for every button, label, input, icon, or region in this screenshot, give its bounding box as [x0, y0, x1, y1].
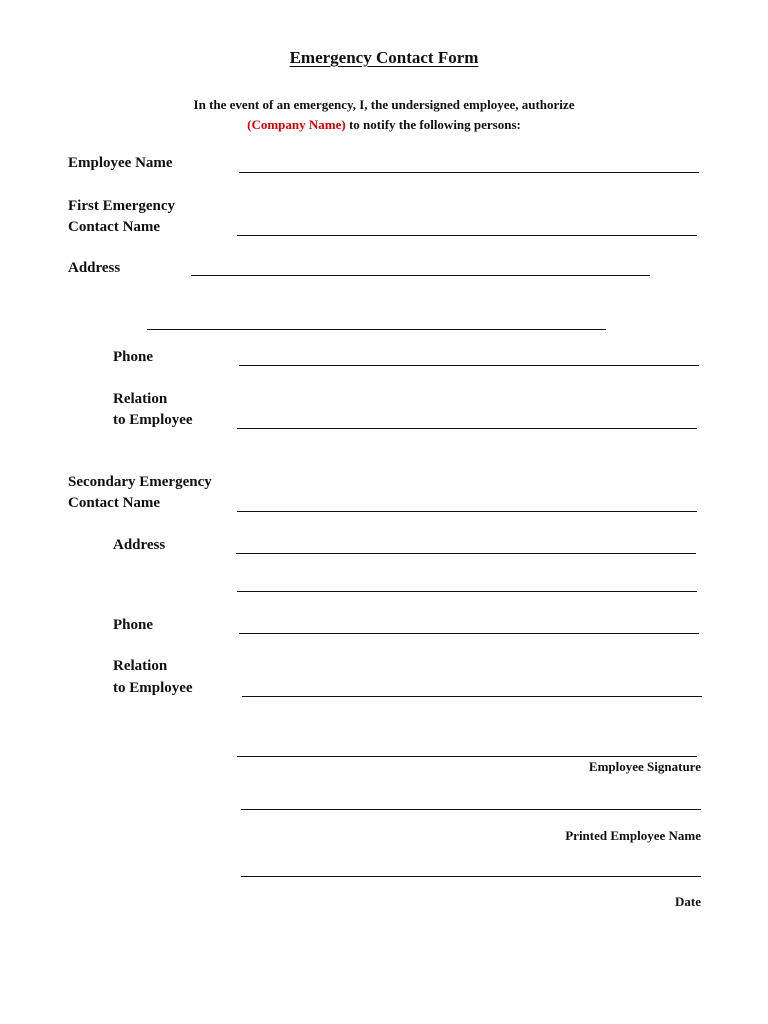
first-contact-label-line2: Contact Name [68, 219, 161, 235]
date-line[interactable] [241, 876, 701, 877]
secondary-relation-label-line2: to Employee [113, 680, 193, 696]
relation-line[interactable] [237, 428, 697, 429]
secondary-relation-line[interactable] [242, 696, 702, 697]
secondary-contact-name-line[interactable] [237, 511, 697, 512]
employee-name-label: Employee Name [68, 155, 173, 171]
first-contact-name-line[interactable] [237, 235, 697, 236]
intro-line-2-rest: to notify the following persons: [345, 117, 521, 132]
secondary-address-label: Address [113, 537, 166, 553]
secondary-phone-line[interactable] [239, 633, 699, 634]
first-contact-label-line1: First Emergency [68, 198, 176, 214]
intro-line-2 [0, 117, 768, 133]
date-label: Date [675, 894, 701, 909]
relation-label-line2: to Employee [113, 412, 193, 428]
printed-name-line[interactable] [241, 809, 701, 810]
relation-label-line1: Relation [113, 391, 168, 407]
employee-signature-line[interactable] [237, 756, 697, 757]
address-label: Address [68, 260, 121, 276]
secondary-address-line-1[interactable] [236, 553, 696, 554]
address-line-2[interactable] [147, 329, 606, 330]
secondary-address-line-2[interactable] [237, 591, 697, 592]
page-title: Emergency Contact Form [289, 48, 479, 67]
printed-name-label: Printed Employee Name [565, 828, 701, 843]
phone-line[interactable] [239, 365, 699, 366]
intro-line-1: In the event of an emergency, I, the undersigned employee, authorize [193, 97, 575, 112]
secondary-relation-label-line1: Relation [113, 658, 168, 674]
employee-name-line[interactable] [239, 172, 699, 173]
secondary-contact-label-line1: Secondary Emergency [68, 474, 212, 490]
company-name-placeholder: (Company Name) [247, 117, 346, 132]
employee-signature-label: Employee Signature [588, 759, 701, 774]
secondary-contact-label-line2: Contact Name [68, 495, 161, 511]
phone-label: Phone [113, 349, 154, 365]
secondary-phone-label: Phone [113, 617, 154, 633]
address-line-1[interactable] [191, 275, 650, 276]
